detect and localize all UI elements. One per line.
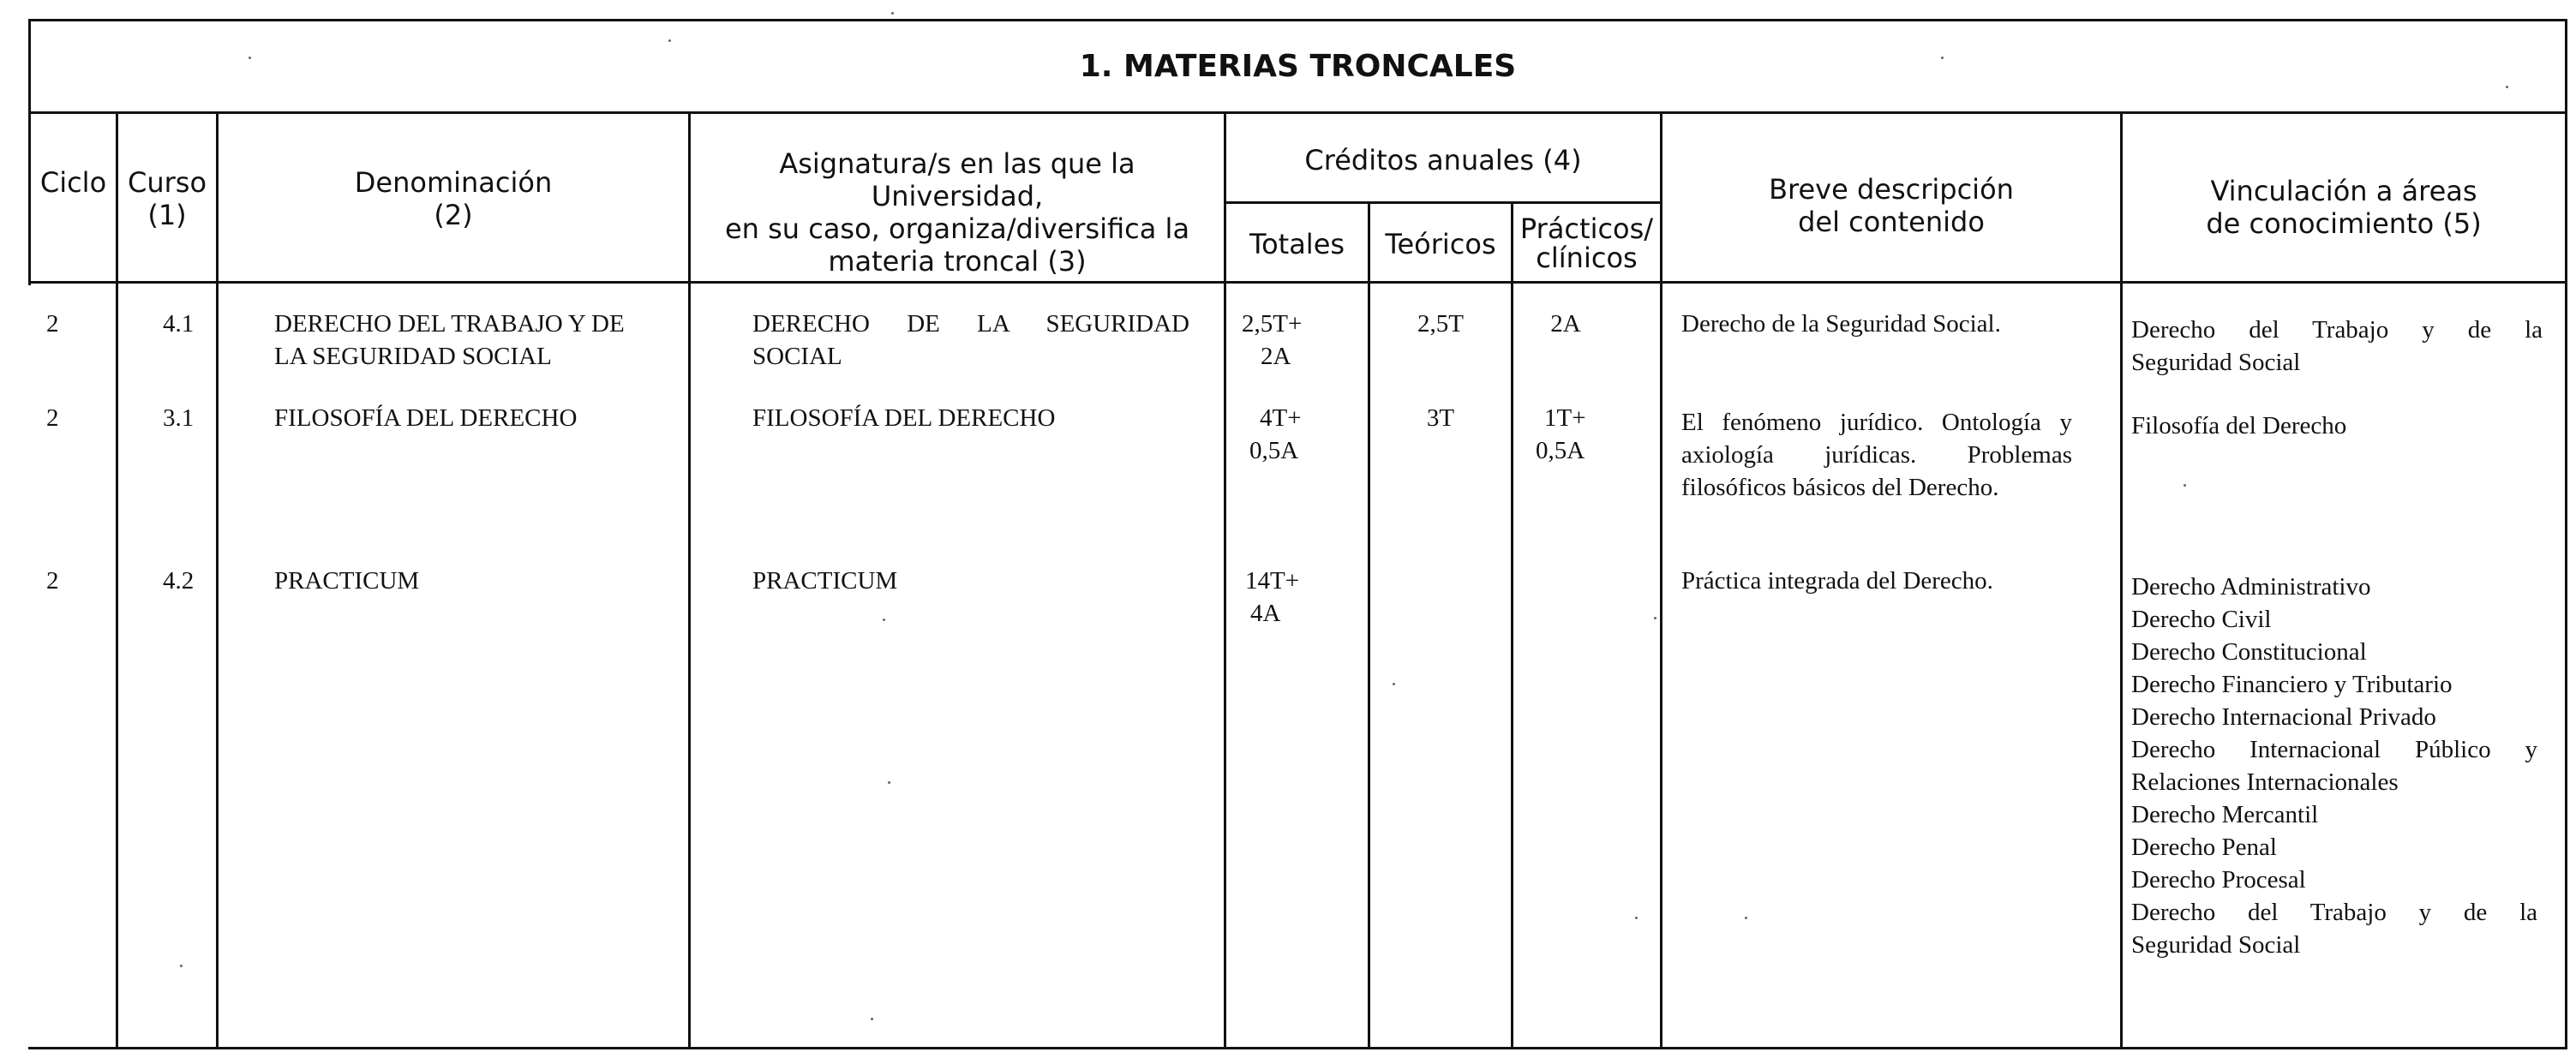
col-divider-practicos (1660, 111, 1662, 1049)
scan-speck (891, 12, 894, 15)
area-item: Derecho Internacional Público y (2131, 736, 2537, 763)
row1-areas: Derecho del Trabajo y de la Seguridad Social (2131, 316, 2543, 376)
row3-totales: 14T+ 4A (1245, 567, 1300, 627)
scan-speck (1635, 917, 1638, 919)
area-item: Seguridad Social (2131, 931, 2301, 959)
scan-speck (1654, 617, 1656, 619)
row3-ciclo: 2 (46, 567, 59, 595)
area-item: Derecho Procesal (2131, 866, 2306, 894)
area-item: Derecho Internacional Privado (2131, 703, 2436, 731)
table-right-border (2565, 19, 2567, 1049)
area-item: Derecho Financiero y Tributario (2131, 671, 2453, 698)
row3-denominacion: PRACTICUM (274, 567, 420, 595)
header-denominacion: Denominación (2) (354, 166, 553, 231)
scan-speck (883, 619, 885, 621)
row3-descripcion: Práctica integrada del Derecho. (1681, 567, 1993, 595)
col-divider-descripcion (2120, 111, 2123, 1049)
scan-speck (2184, 484, 2186, 487)
header-practicos: Prácticos/ clínicos (1519, 212, 1654, 274)
scan-speck (871, 1018, 873, 1020)
row2-practicos: 1T+ 0,5A (1536, 404, 1586, 464)
row3-curso: 4.2 (163, 567, 195, 595)
scan-speck (249, 57, 251, 59)
row3-asignatura: PRACTICUM (752, 567, 898, 595)
row1-curso: 4.1 (163, 310, 195, 338)
table-top-border (28, 19, 2567, 21)
row2-denominacion: FILOSOFÍA DEL DERECHO (274, 404, 578, 432)
header-bottom-border (28, 281, 2567, 284)
row3-areas-list (2131, 571, 2537, 961)
row2-curso: 3.1 (163, 404, 195, 432)
scan-speck (1393, 683, 1395, 685)
row2-teoricos: 3T (1426, 404, 1455, 432)
area-item: Relaciones Internacionales (2131, 768, 2399, 796)
area-item: Derecho del Trabajo y de la (2131, 899, 2537, 926)
row2-totales: 4T+ 0,5A (1249, 404, 1302, 464)
scan-speck (1941, 57, 1944, 59)
scan-speck (2506, 86, 2508, 88)
title-divider (28, 111, 2567, 114)
area-item: Derecho Mercantil (2131, 801, 2319, 828)
table-bottom-border (28, 1047, 2567, 1049)
header-vinculacion: Vinculación a áreas de conocimiento (5) (2206, 175, 2482, 240)
header-ciclo: Ciclo (39, 166, 107, 199)
credits-subheader-divider (1224, 201, 1660, 204)
area-item: Derecho Penal (2131, 834, 2277, 861)
row1-descripcion: Derecho de la Seguridad Social. (1681, 310, 2001, 338)
header-creditos: Créditos anuales (4) (1304, 144, 1582, 176)
header-breve-descripcion: Breve descripción del contenido (1769, 173, 2014, 238)
header-asignatura: Asignatura/s en las que la Universidad, en su caso, organiza/diversifica la materia troncal (3) (724, 147, 1190, 278)
header-totales: Totales (1249, 228, 1345, 260)
header-curso: Curso (1) (127, 166, 207, 231)
area-item: Derecho Constitucional (2131, 638, 2367, 666)
col-divider-curso (216, 111, 219, 1049)
col-divider-ciclo (116, 111, 118, 1049)
scan-speck (668, 39, 671, 42)
header-teoricos: Teóricos (1385, 228, 1496, 260)
row2-asignatura: FILOSOFÍA DEL DERECHO (752, 404, 1056, 432)
row2-descripcion: El fenómeno jurídico. Ontología y axiología jurídicas. Problemas filosóficos básicos del Derecho. (1681, 409, 2072, 501)
scan-speck (888, 781, 890, 784)
row2-ciclo: 2 (46, 404, 59, 432)
area-item: Derecho Civil (2131, 606, 2272, 633)
scan-speck (180, 965, 183, 967)
row1-practicos: 2A (1550, 310, 1581, 338)
scan-speck (1745, 917, 1747, 919)
table-title: 1. MATERIAS TRONCALES (1079, 49, 1517, 84)
row1-teoricos: 2,5T (1417, 310, 1464, 338)
row2-areas: Filosofía del Derecho (2131, 412, 2347, 439)
row1-totales: 2,5T+ 2A (1242, 310, 1303, 370)
area-item: Derecho Administrativo (2131, 573, 2371, 601)
row1-ciclo: 2 (46, 310, 59, 338)
row1-asignatura: DERECHO DE LA SEGURIDAD SOCIAL (752, 310, 1189, 370)
row1-denominacion: DERECHO DEL TRABAJO Y DE LA SEGURIDAD SOCIAL (274, 310, 625, 370)
